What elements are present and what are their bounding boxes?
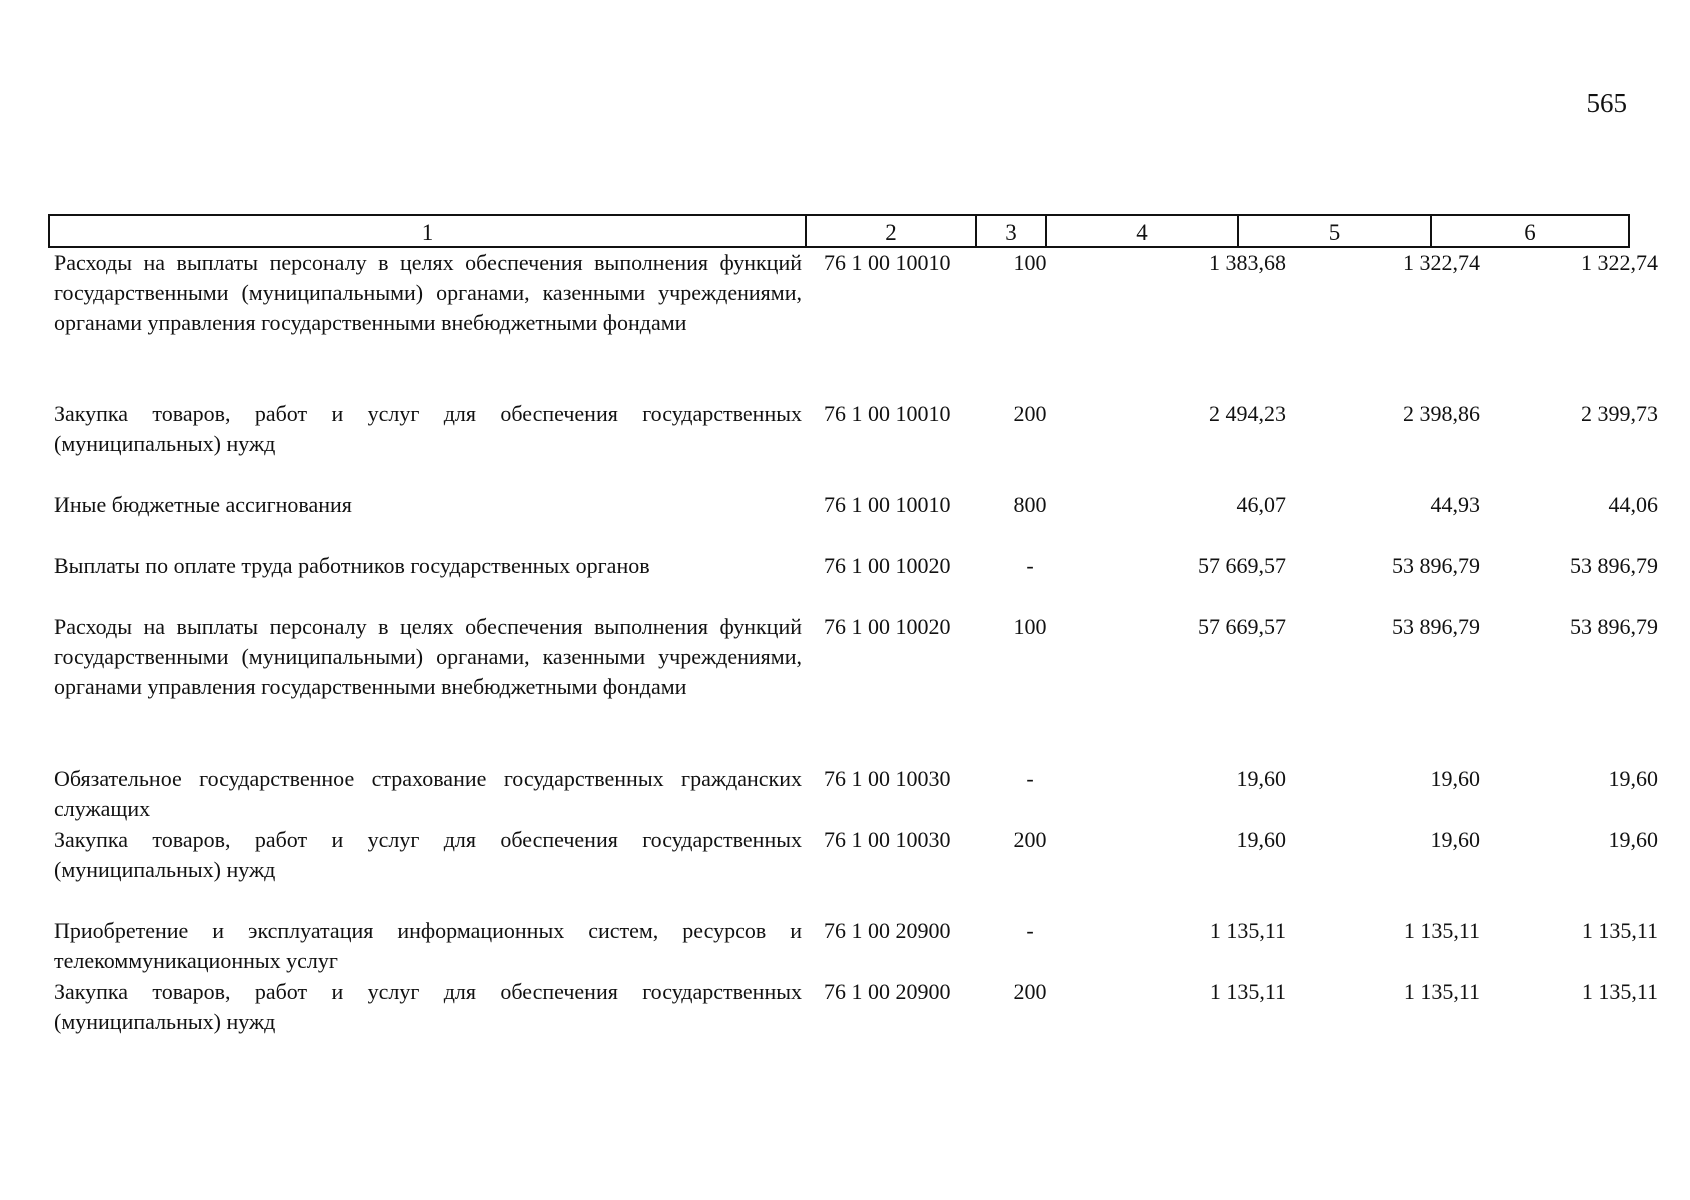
row-name: Расходы на выплаты персоналу в целях обеспечения выполнения функций государственными (муниципальными) органами, казенными учреждениями, органами управления государственными внебюджетными фондами bbox=[54, 250, 802, 335]
row-value-4: 46,07 bbox=[1236, 492, 1286, 517]
row-value-4: 57 669,57 bbox=[1198, 553, 1286, 578]
header-col-6: 6 bbox=[1431, 215, 1629, 247]
row-name: Закупка товаров, работ и услуг для обеспечения государственных (муниципальных) нужд bbox=[54, 979, 802, 1034]
header-col-1: 1 bbox=[49, 215, 806, 247]
row-code: 76 1 00 10010 bbox=[824, 250, 951, 275]
row-value-4: 2 494,23 bbox=[1209, 401, 1286, 426]
row-name: Приобретение и эксплуатация информационных систем, ресурсов и телекоммуникационных услуг bbox=[54, 918, 802, 973]
row-type: 200 bbox=[1013, 979, 1047, 1004]
row-code: 76 1 00 10030 bbox=[824, 827, 951, 852]
row-value-5: 53 896,79 bbox=[1392, 553, 1480, 578]
row-value-5: 2 398,86 bbox=[1403, 401, 1480, 426]
row-value-4: 1 135,11 bbox=[1209, 918, 1286, 943]
row-value-6: 19,60 bbox=[1608, 766, 1658, 791]
row-code: 76 1 00 20900 bbox=[824, 918, 951, 943]
row-type: 100 bbox=[1013, 250, 1047, 275]
row-name: Иные бюджетные ассигнования bbox=[54, 492, 352, 517]
header-col-2: 2 bbox=[806, 215, 976, 247]
row-value-5: 53 896,79 bbox=[1392, 614, 1480, 639]
header-row bbox=[49, 215, 1629, 247]
row-value-5: 1 135,11 bbox=[1403, 979, 1480, 1004]
row-value-4: 1 383,68 bbox=[1209, 250, 1286, 275]
row-code: 76 1 00 10010 bbox=[824, 401, 951, 426]
row-name: Закупка товаров, работ и услуг для обеспечения государственных (муниципальных) нужд bbox=[54, 827, 802, 882]
row-value-4: 57 669,57 bbox=[1198, 614, 1286, 639]
header-col-4: 4 bbox=[1046, 215, 1238, 247]
row-name: Обязательное государственное страхование государственных гражданских служащих bbox=[54, 766, 802, 821]
row-code: 76 1 00 10020 bbox=[824, 614, 951, 639]
table-header bbox=[48, 214, 1630, 248]
row-code: 76 1 00 10030 bbox=[824, 766, 951, 791]
row-type: 100 bbox=[1013, 614, 1047, 639]
row-value-6: 2 399,73 bbox=[1581, 401, 1658, 426]
header-col-5: 5 bbox=[1238, 215, 1431, 247]
row-value-6: 1 322,74 bbox=[1581, 250, 1658, 275]
row-name: Закупка товаров, работ и услуг для обеспечения государственных (муниципальных) нужд bbox=[54, 401, 802, 456]
row-value-5: 19,60 bbox=[1430, 827, 1480, 852]
row-type: 800 bbox=[1013, 492, 1047, 517]
row-code: 76 1 00 10010 bbox=[824, 492, 951, 517]
row-type: - bbox=[1026, 918, 1034, 943]
row-type: 200 bbox=[1013, 401, 1047, 426]
row-value-5: 1 135,11 bbox=[1403, 918, 1480, 943]
row-value-4: 19,60 bbox=[1236, 827, 1286, 852]
row-type: - bbox=[1026, 553, 1034, 578]
row-value-4: 19,60 bbox=[1236, 766, 1286, 791]
row-value-6: 19,60 bbox=[1608, 827, 1658, 852]
row-name: Расходы на выплаты персоналу в целях обеспечения выполнения функций государственными (муниципальными) органами, казенными учреждениями, органами управления государственными внебюджетными фондами bbox=[54, 614, 802, 699]
row-value-6: 1 135,11 bbox=[1581, 979, 1658, 1004]
row-type: 200 bbox=[1013, 827, 1047, 852]
row-value-6: 53 896,79 bbox=[1570, 614, 1658, 639]
row-value-6: 53 896,79 bbox=[1570, 553, 1658, 578]
row-value-5: 1 322,74 bbox=[1403, 250, 1480, 275]
row-value-5: 44,93 bbox=[1430, 492, 1480, 517]
row-name: Выплаты по оплате труда работников государственных органов bbox=[54, 553, 650, 578]
row-code: 76 1 00 20900 bbox=[824, 979, 951, 1004]
header-col-3: 3 bbox=[976, 215, 1046, 247]
row-value-5: 19,60 bbox=[1430, 766, 1480, 791]
page-number: 565 bbox=[1586, 88, 1627, 118]
row-value-4: 1 135,11 bbox=[1209, 979, 1286, 1004]
row-value-6: 1 135,11 bbox=[1581, 918, 1658, 943]
row-code: 76 1 00 10020 bbox=[824, 553, 951, 578]
row-value-6: 44,06 bbox=[1608, 492, 1658, 517]
row-type: - bbox=[1026, 766, 1034, 791]
